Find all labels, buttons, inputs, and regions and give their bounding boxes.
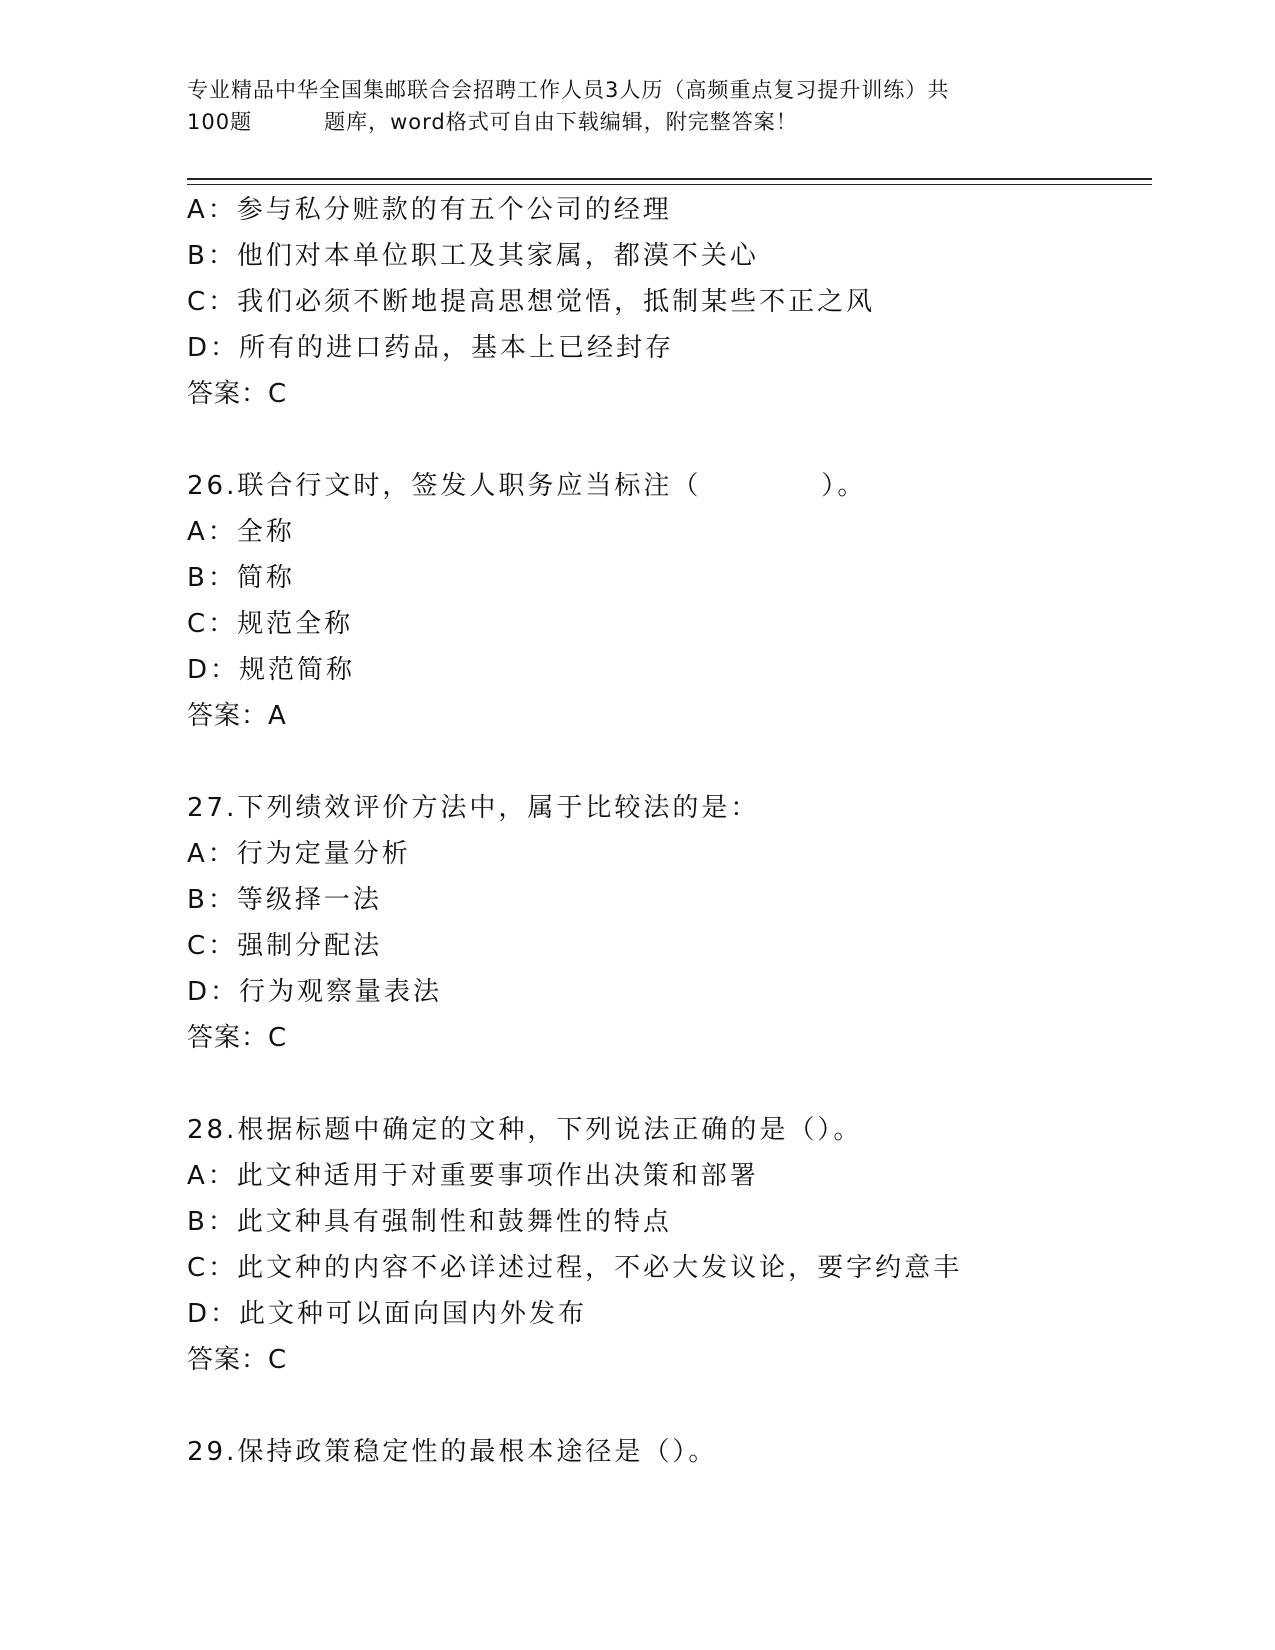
option-b: B：他们对本单位职工及其家属，都漠不关心 xyxy=(187,241,759,271)
question-26 xyxy=(187,463,1152,739)
header-description: 题库，word格式可自由下载编辑，附完整答案！ xyxy=(324,110,798,134)
document-header xyxy=(187,74,1067,138)
question-28 xyxy=(187,1107,1152,1383)
question-stem xyxy=(187,463,1152,509)
answer: 答案：C xyxy=(187,1345,288,1375)
question-stem: 28.根据标题中确定的文种，下列说法正确的是（）。 xyxy=(187,1115,863,1145)
question-27 xyxy=(187,785,1152,1061)
question-29 xyxy=(187,1429,1152,1475)
header-rule-thin xyxy=(187,184,1152,185)
option-c: C：我们必须不断地提高思想觉悟，抵制某些不正之风 xyxy=(187,287,876,317)
option-d: D：所有的进口药品，基本上已经封存 xyxy=(187,333,675,363)
header-line-1: 专业精品中华全国集邮联合会招聘工作人员3人历（高频重点复习提升训练）共 xyxy=(187,78,950,102)
question-stem: 29.保持政策稳定性的最根本途径是（）。 xyxy=(187,1437,718,1467)
option-a: A：此文种适用于对重要事项作出决策和部署 xyxy=(187,1161,759,1191)
option-b: B：等级择一法 xyxy=(187,885,382,915)
header-count: 100题 xyxy=(187,110,253,134)
option-a: A：全称 xyxy=(187,517,295,547)
header-rule-thick xyxy=(187,178,1152,180)
answer: 答案：C xyxy=(187,379,288,409)
answer: 答案：C xyxy=(187,1023,288,1053)
option-d: D：行为观察量表法 xyxy=(187,977,443,1007)
option-d: D：规范简称 xyxy=(187,655,356,685)
question-stem: 27.下列绩效评价方法中，属于比较法的是： xyxy=(187,793,760,823)
option-a: A：参与私分赃款的有五个公司的经理 xyxy=(187,195,672,225)
option-b: B：此文种具有强制性和鼓舞性的特点 xyxy=(187,1207,672,1237)
option-a: A：行为定量分析 xyxy=(187,839,411,869)
answer: 答案：A xyxy=(187,701,287,731)
question-list xyxy=(187,187,1152,1475)
header-line-2 xyxy=(187,106,1067,138)
option-c: C：强制分配法 xyxy=(187,931,383,961)
option-c: C：此文种的内容不必详述过程，不必大发议论，要字约意丰 xyxy=(187,1253,963,1283)
question-stem-start: 26.联合行文时，签发人职务应当标注（ xyxy=(187,471,702,501)
option-b: B：简称 xyxy=(187,563,295,593)
question-stem-end: ）。 xyxy=(821,471,867,501)
option-c: C：规范全称 xyxy=(187,609,354,639)
question-25 xyxy=(187,187,1152,417)
option-d: D：此文种可以面向国内外发布 xyxy=(187,1299,588,1329)
